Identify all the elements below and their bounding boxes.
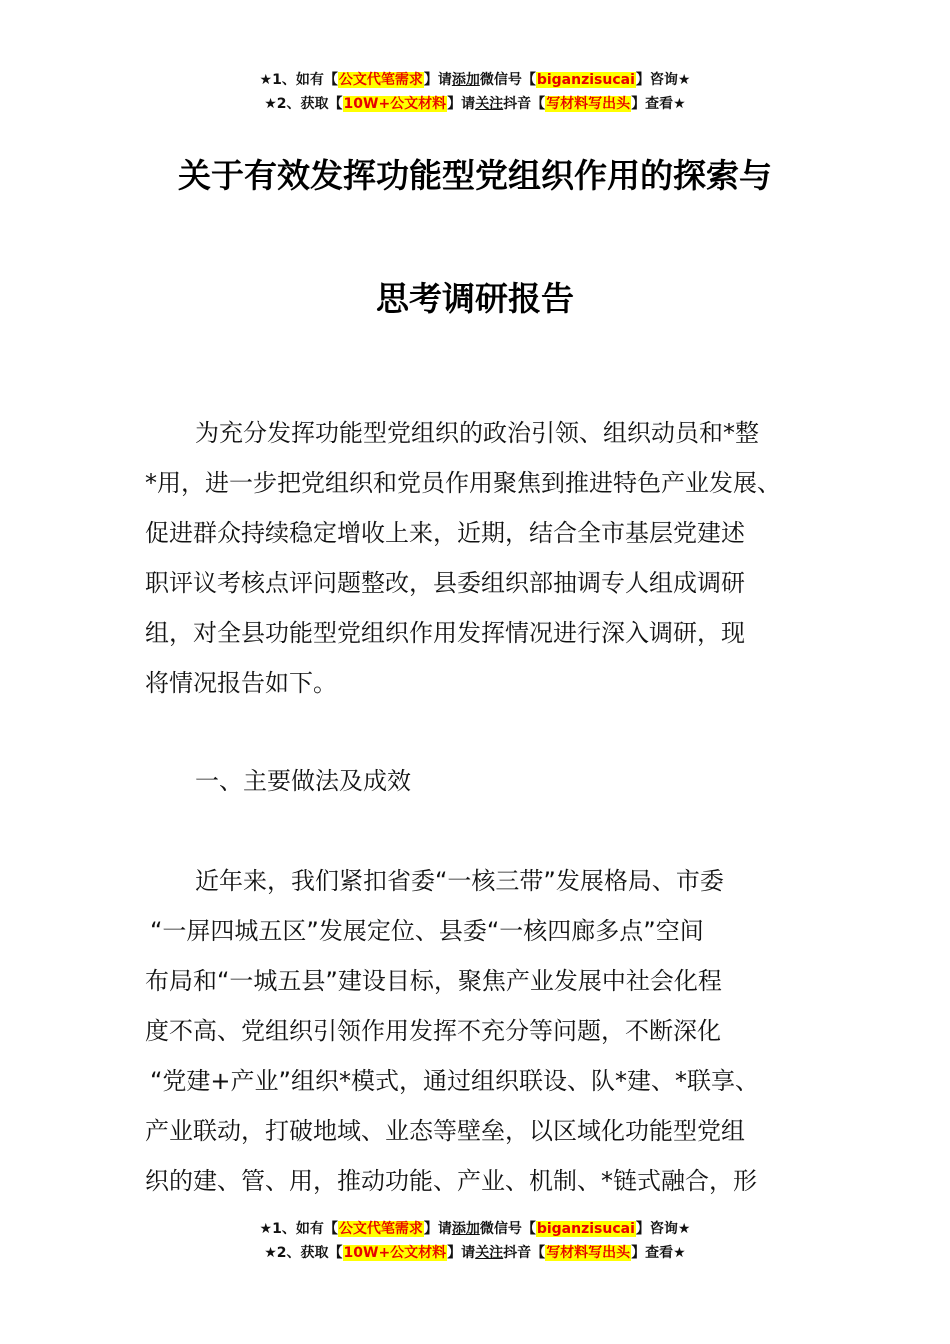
highlight-service: 公文代笔需求 [338,72,423,88]
banner-text: 】请 [423,1221,452,1237]
banner-underlined-text: 关注 [475,1245,504,1261]
banner-underlined-text: 关注 [475,96,504,112]
highlight-douyin-id: 写材料写出头 [546,1245,631,1261]
banner-line-2 [0,1241,950,1265]
paragraph-line: “党建+产业”组织*模式，通过组织联设、队*建、*联享、 [150,1067,759,1095]
paragraph-line: 促进群众持续稳定增收上来，近期，结合全市基层党建述 [145,519,745,547]
paragraph-line: 织的建、管、用，推动功能、产业、机制、*链式融合，形 [145,1167,757,1195]
banner-line-2 [0,92,950,116]
highlight-service: 公文代笔需求 [338,1221,423,1237]
banner-text: 】请 [447,96,476,112]
banner-underlined-text: 添加 [451,72,480,88]
banner-text: 】咨询★ [635,72,691,88]
highlight-materials: 10W+公文材料 [343,1245,447,1261]
paragraph-line: 组，对全县功能型党组织作用发挥情况进行深入调研，现 [145,619,745,647]
document-title-line-1: 关于有效发挥功能型党组织作用的探索与 [178,156,772,195]
banner-text: 】咨询★ [635,1221,691,1237]
paragraph-line: “一屏四城五区”发展定位、县委“一核四廊多点”空间 [150,917,704,945]
paragraph-line: 度不高、党组织引领作用发挥不充分等问题，不断深化 [145,1017,721,1045]
footer-banner [0,1217,950,1265]
banner-text: ★2、获取【 [264,1245,343,1261]
paragraph-line: 职评议考核点评问题整改，县委组织部抽调专人组成调研 [145,569,745,597]
highlight-douyin-id: 写材料写出头 [546,96,631,112]
banner-underlined-text: 添加 [451,1221,480,1237]
paragraph-line: *用，进一步把党组织和党员作用聚焦到推进特色产业发展、 [145,469,781,497]
header-banner [0,68,950,116]
banner-line-1 [0,68,950,92]
paragraph-line: 将情况报告如下。 [145,669,337,697]
highlight-wechat-id: biganzisucai [536,72,635,88]
banner-text: ★1、如有【 [259,1221,338,1237]
banner-text: ★2、获取【 [264,96,343,112]
banner-text: 】请 [423,72,452,88]
banner-text: 抖音【 [503,96,546,112]
highlight-materials: 10W+公文材料 [343,96,447,112]
banner-text: 微信号【 [479,72,536,88]
banner-text: 抖音【 [503,1245,546,1261]
banner-text: 】请 [447,1245,476,1261]
document-title-line-2: 思考调研报告 [376,279,574,318]
banner-text: 】查看★ [631,96,686,112]
paragraph-line: 近年来，我们紧扣省委“一核三带”发展格局、市委 [195,867,724,895]
banner-text: ★1、如有【 [259,72,338,88]
paragraph-line: 布局和“一城五县”建设目标，聚焦产业发展中社会化程 [145,967,722,995]
paragraph-line: 产业联动，打破地域、业态等壁垒，以区域化功能型党组 [145,1117,745,1145]
section-heading: 一、主要做法及成效 [195,767,411,795]
banner-line-1 [0,1217,950,1241]
banner-text: 】查看★ [631,1245,686,1261]
banner-text: 微信号【 [479,1221,536,1237]
highlight-wechat-id: biganzisucai [536,1221,635,1237]
paragraph-line: 为充分发挥功能型党组织的政治引领、组织动员和*整 [195,419,759,447]
